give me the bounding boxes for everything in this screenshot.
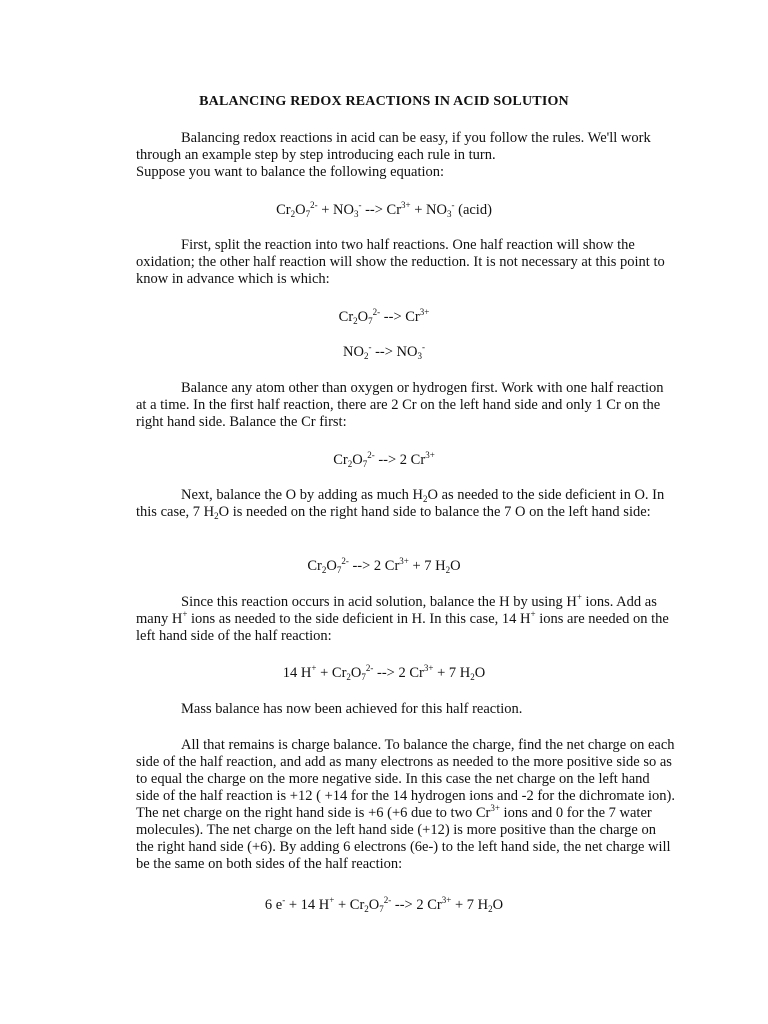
paragraph-intro: Balancing redox reactions in acid can be easy, if you follow the rules. We'll work through an example step by step introducing each rule in turn. Suppose you want to balance the following equation:	[136, 130, 651, 180]
equation-balanced-hydrogen: 14 $H^+ + Cr_2O_7^{2-}$ --> 2 $Cr^{3+} + 7$ $H_2O$	[282, 663, 486, 682]
document-title: BALANCING REDOX REACTIONS IN ACID SOLUTION	[199, 94, 569, 109]
paragraph-balance-oxygen: Next, balance the O by adding as much $H_2O$ as needed to the side deficient in O. In this case, 7 $H_2O$ is needed on the right hand side to balance the 7 O on the left hand side:	[136, 487, 665, 521]
paragraph-balance-atoms: Balance any atom other than oxygen or hydrogen first. Work with one half reaction at a time. In the first half reaction, there are 2 Cr on the left hand side and only 1 Cr on the right hand side. Balance the Cr first:	[136, 380, 664, 430]
equation-half-chromium: $Cr_2O_7^{2-}$ --> $Cr^{3+}$	[338, 307, 430, 326]
equation-half-nitrogen: $NO_2^-$ --> $NO_3^-$	[343, 342, 425, 361]
paragraph-split: First, split the reaction into two half reactions. One half reaction will show the oxidation; the other half reaction will show the reduction. It is not necessary at this point to know in advance which is which:	[136, 237, 665, 287]
equation-final-half-reaction: 6 e- + 14 $H^+ + Cr_2O_7^{2-}$ --> 2 $Cr^{3+} + 7$ $H_2O$	[264, 895, 504, 914]
paragraph-mass-balance: Mass balance has now been achieved for this half reaction.	[181, 701, 523, 717]
equation-balanced-cr: $Cr_2O_7^{2-}$ --> 2 $Cr^{3+}$	[333, 450, 435, 469]
equation-balanced-oxygen: $Cr_2O_7^{2-}$ --> 2 $Cr^{3+} + 7$ $H_2O$	[307, 556, 461, 575]
paragraph-balance-hydrogen: Since this reaction occurs in acid solution, balance the H by using H+ ions. Add as many H+ ions as needed to the side deficient in H. In this case, 14 H+ ions are needed on the left hand side of the half reaction:	[136, 592, 669, 644]
equation-full-reaction: $Cr_2O_7^{2-} + NO_3^-$ --> $Cr^{3+} + NO_3^-$ (acid)	[276, 200, 492, 219]
paragraph-charge-balance: All that remains is charge balance. To balance the charge, find the net charge on each side of the half reaction, and add as many electrons as needed to the more positive side so as to equal the charge on the more negative side. In this case the net charge on the left hand side of the half reaction is +12 ( +14 for the 14 hydrogen ions and -2 for the dichromate ion). The net charge on the right hand side is +6 (+6 due to two $Cr^{3+}$ ions and 0 for the 7 water molecules). The net charge on the left hand side (+12) is more positive than the charge on the right hand side (+6). By adding 6 electrons (6e-) to the left hand side, the net charge will be the same on both sides of the half reaction:	[136, 737, 676, 872]
